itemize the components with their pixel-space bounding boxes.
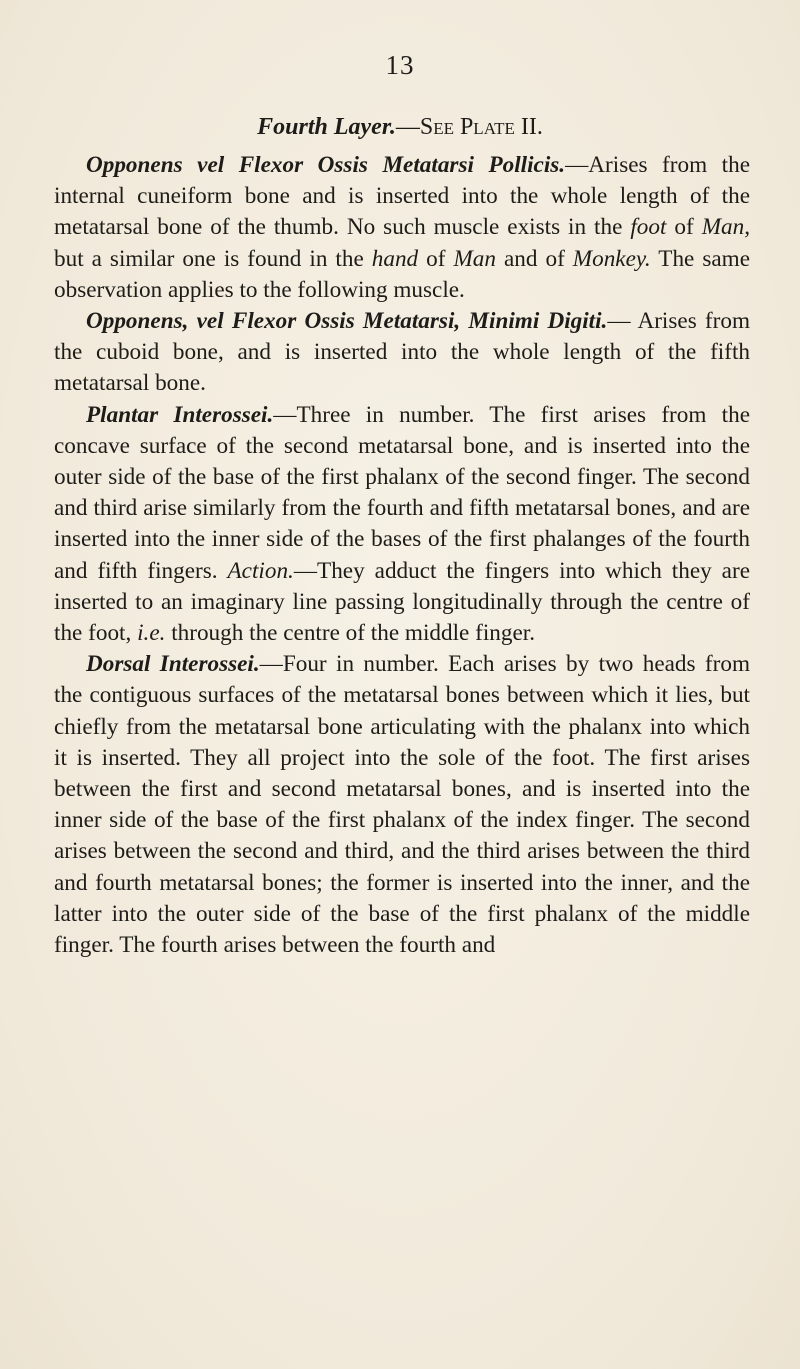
section-title: Fourth Layer. (257, 114, 396, 140)
muscle-term: Dorsal Interossei. (86, 651, 260, 678)
page-number: 13 (385, 50, 415, 80)
paragraph-text: of (666, 214, 702, 241)
muscle-term: Plantar Interossei. (86, 401, 274, 428)
emphasis-text: i.e. (137, 620, 166, 647)
paragraph-opponens-minimi-digiti (54, 306, 750, 400)
muscle-term: Opponens vel Flexor Ossis Metatarsi Pollicis. (86, 152, 566, 178)
paragraph-plantar-interossei (54, 400, 750, 650)
paragraph-text: —Arises from the internal cuneiform bone and is inserted into the whole length of the metatarsal bone of the thumb. No such muscle exists in the (54, 152, 750, 241)
paragraph-text: —They adduct the fingers into which they are inserted to an imaginary line passing longitudinally through the centre of the foot, (54, 557, 750, 647)
muscle-term: Opponens, vel Flexor Ossis Metatarsi, Minimi Digiti. (86, 308, 608, 335)
plate-reference: See Plate II. (419, 114, 543, 140)
emphasis-text: Man (453, 245, 496, 272)
paragraph-text: —Three in number. The first arises from the concave surface of the second metatarsal bone, and is inserted into the outer side of the base of the first phalanx of the second finger. The second and third arise similarly from the fourth and fifth metatarsal bones, and are inserted into the inner side of the bases of the first phalanges of the fourth and fifth fingers. (54, 401, 750, 584)
emphasis-text: Monkey. (572, 245, 651, 272)
paragraph-text: but a similar one is found in the (54, 245, 372, 272)
emphasis-text: foot (630, 214, 667, 241)
emphasis-text: hand (371, 245, 419, 272)
paragraph-text: — Arises from the cuboid bone, and is inserted into the whole length of the fifth metatarsal bone. (54, 308, 750, 397)
emphasis-text: Man, (701, 214, 750, 241)
paragraph-text: The same observation applies to the following muscle. (54, 245, 750, 303)
paragraph-text: of (418, 245, 454, 272)
paragraph-text: through the centre of the middle finger. (165, 620, 536, 647)
emphasis-text: Action. (227, 557, 294, 584)
heading-dash: — (395, 114, 420, 140)
paragraph-text: —Four in number. Each arises by two heads from the contiguous surfaces of the metatarsal bones between which it lies, but chiefly from the metatarsal bone articulating with the phalanx into which it is inserted. They all project into the sole of the foot. The first arises between the first and second metatarsal bones, and is inserted into the inner side of the base of the first phalanx of the index finger. The second arises between the second and third, and the third arises between the third and fourth metatarsal bones; the former is inserted into the inner, and the latter into the outer side of the base of the first phalanx of the middle finger. The fourth arises between the fourth and (54, 651, 750, 959)
paragraph-opponens-pollicis (54, 150, 750, 306)
body-text (54, 150, 750, 961)
section-heading (0, 114, 800, 141)
paragraph-text: and of (495, 245, 573, 272)
paragraph-dorsal-interossei (54, 649, 750, 961)
